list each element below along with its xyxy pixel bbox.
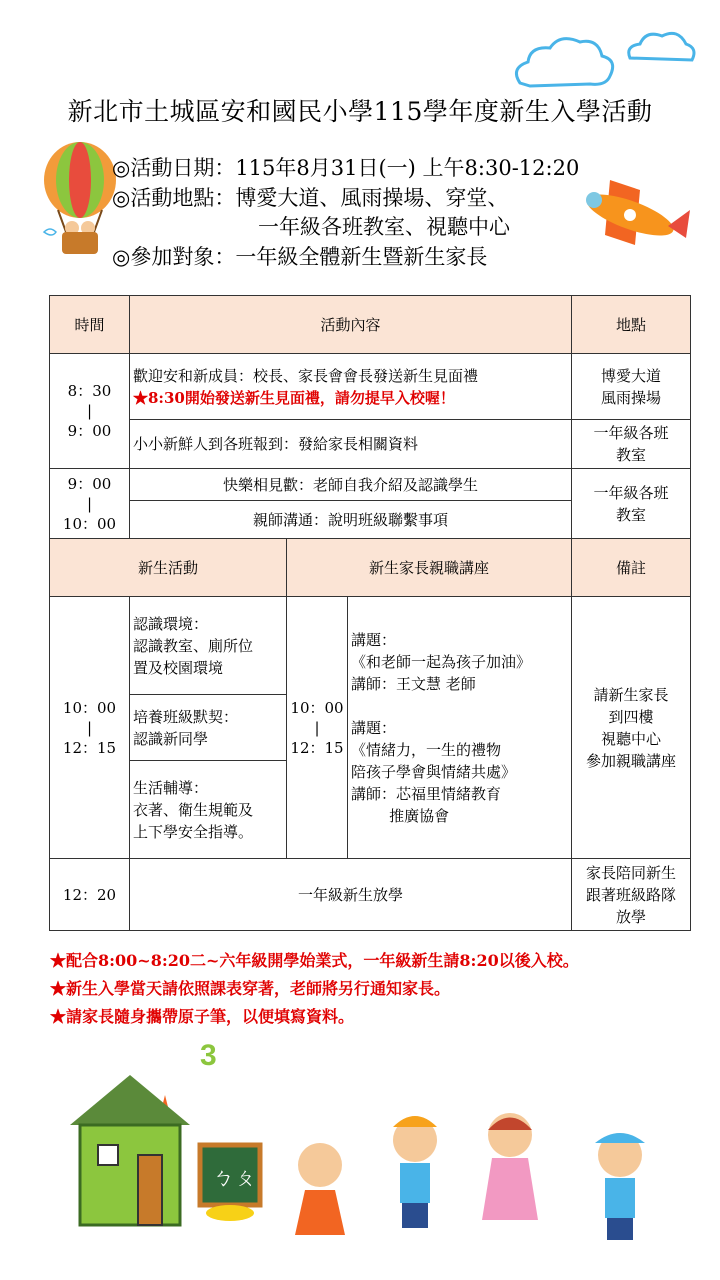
- notes-block: [50, 947, 579, 1031]
- table-row: [50, 469, 691, 501]
- chalkboard-text: ㄅㄆ: [212, 1166, 257, 1191]
- table-row: [50, 354, 691, 420]
- number-3-decoration: 3: [200, 1039, 217, 1072]
- airplane-illustration: [580, 170, 695, 260]
- table-header-row: [50, 539, 691, 597]
- schedule-table: [49, 295, 691, 931]
- table-row: [50, 859, 691, 931]
- content-cell: 一年級新生放學: [130, 859, 572, 931]
- content-cell: 快樂相見歡：老師自我介紹及認識學生: [130, 469, 572, 501]
- student-activity-cell: 培養班級默契： 認識新同學: [130, 695, 287, 761]
- activity-audience: ◎參加對象：一年級全體新生暨新生家長: [112, 245, 488, 269]
- page-title: 新北市土城區安和國民小學115學年度新生入學活動: [67, 97, 653, 126]
- activity-location: ◎活動地點：博愛大道、風雨操場、穿堂、: [112, 186, 509, 210]
- time-cell: 10：00 | 12：15: [50, 597, 130, 859]
- place-cell: 一年級各班 教室: [572, 469, 691, 539]
- student-activity-cell: 生活輔導： 衣著、衛生規範及 上下學安全指導。: [130, 761, 287, 859]
- place-cell: 博愛大道 風雨操場: [572, 354, 691, 420]
- content-text: 歡迎安和新成員：校長、家長會會長發送新生見面禮: [133, 366, 479, 385]
- content-cell: 親師溝通：說明班級聯繫事項: [130, 501, 572, 539]
- note-item: ★配合8:00~8:20二~六年級開學始業式，一年級新生請8:20以後入校。: [50, 951, 579, 970]
- parent-lecture-cell: 講題： 《和老師一起為孩子加油》 講師：王文慧 老師 講題： 《情緒力，一生的禮物 陪孩子學會與情緒共處》 講師：芯福里情緒教育 推廣協會: [348, 597, 572, 859]
- time-cell: 8：30 | 9：00: [50, 354, 130, 469]
- note-item: ★新生入學當天請依照課表穿著，老師將另行通知家長。: [50, 979, 451, 998]
- header-content: 活動內容: [130, 296, 572, 354]
- table-header-row: [50, 296, 691, 354]
- header-note: 備註: [572, 539, 691, 597]
- time-cell: 12：20: [50, 859, 130, 931]
- parent-time-cell: 10：00 | 12：15: [287, 597, 348, 859]
- place-cell: 一年級各班 教室: [572, 420, 691, 469]
- content-cell: 小小新鮮人到各班報到：發給家長相關資料: [130, 420, 572, 469]
- activity-location-cont: 一年級各班教室、視聽中心: [258, 215, 510, 239]
- table-row: [50, 420, 691, 469]
- content-cell: [130, 354, 572, 420]
- hot-air-balloon-illustration: [40, 140, 120, 260]
- header-parent-lecture: 新生家長親職講座: [287, 539, 572, 597]
- time-cell: 9：00 | 10：00: [50, 469, 130, 539]
- student-activity-cell: 認識環境： 認識教室、廁所位 置及校園環境: [130, 597, 287, 695]
- header-student-activity: 新生活動: [50, 539, 287, 597]
- note-cell: 請新生家長 到四樓 視聽中心 參加親職講座: [572, 597, 691, 859]
- header-time: 時間: [50, 296, 130, 354]
- clouds-illustration: [510, 18, 700, 98]
- note-cell: 家長陪同新生 跟著班級路隊 放學: [572, 859, 691, 931]
- children-school-illustration: [60, 1035, 700, 1260]
- activity-date: ◎活動日期：115年8月31日(一) 上午8:30-12:20: [112, 156, 580, 180]
- header-place: 地點: [572, 296, 691, 354]
- content-warning: ★8:30開始發送新生見面禮，請勿提早入校喔！: [133, 388, 455, 407]
- table-row: [50, 597, 691, 695]
- note-item: ★請家長隨身攜帶原子筆，以便填寫資料。: [50, 1007, 355, 1026]
